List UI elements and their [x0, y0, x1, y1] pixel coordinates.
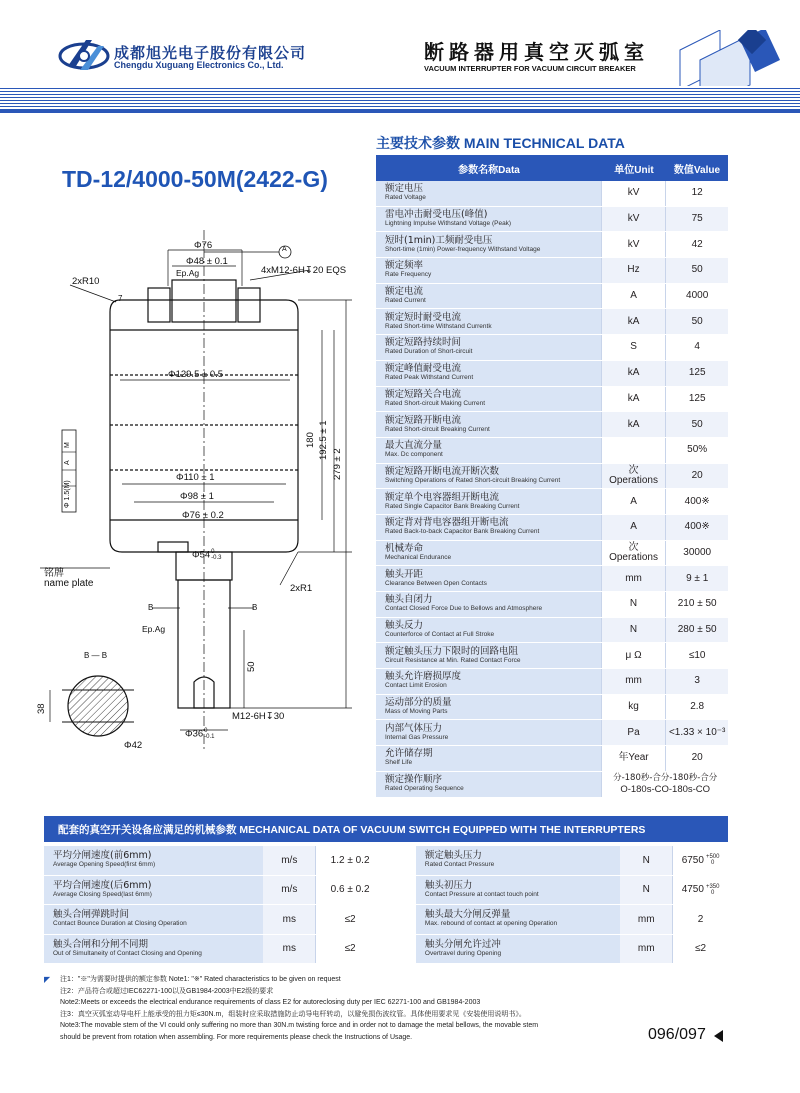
- param-en: Rated Voltage: [385, 194, 426, 202]
- dim-d110: Φ110 ± 1: [176, 472, 215, 483]
- param-cn: 额定触头压力: [424, 850, 482, 862]
- param-cn: 额定频率: [385, 260, 424, 272]
- unit: mm: [620, 905, 672, 934]
- value: 4: [665, 335, 728, 360]
- value: 50%: [665, 438, 728, 463]
- unit: A: [601, 489, 666, 514]
- param-cn: 额定操作顺序: [385, 774, 443, 786]
- mech-table: [44, 846, 728, 964]
- dim-seven: 7: [118, 294, 123, 303]
- header-rule: [0, 110, 800, 113]
- dim-d54: Φ540 -0.3: [192, 549, 222, 561]
- param-cn: 额定短路开断电流开断次数: [385, 465, 500, 477]
- param-en: Rated Contact Pressure: [424, 861, 495, 869]
- dim-d76b: Φ76 ± 0.2: [182, 510, 224, 521]
- param-en: Max. Dc component: [385, 451, 443, 459]
- unit: mm: [601, 669, 666, 694]
- param-en: Average Closing Speed(last 6mm): [53, 890, 152, 898]
- param-en: Internal Gas Pressure: [385, 733, 449, 741]
- table-row: [376, 258, 728, 284]
- value: ≤10: [665, 643, 728, 668]
- param-cn: 允许储存期: [385, 748, 433, 760]
- unit: kA: [601, 309, 666, 334]
- param-en: Average Opening Speed(first 6mm): [53, 861, 156, 869]
- datum-a: A: [282, 246, 287, 253]
- param-en: Circuit Resistance at Min. Rated Contact Force: [385, 656, 521, 664]
- param-cn: 额定短路持续时间: [385, 337, 462, 349]
- note-line: 注1："※"为需要时提供的额定参数 Note1: "※" Rated characteristics to be given on request: [60, 976, 341, 983]
- unit: kA: [601, 412, 666, 437]
- unit: [601, 438, 666, 463]
- header-parameter: 参数名称Data: [458, 164, 520, 176]
- value: 12: [665, 181, 728, 206]
- param-cn: 额定短路关合电流: [385, 388, 462, 400]
- product-title-en: VACUUM INTERRUPTER FOR VACUUM CIRCUIT BREAKER: [424, 64, 636, 73]
- table-row: [376, 412, 728, 438]
- table-row: [376, 669, 728, 695]
- unit: mm: [620, 935, 672, 964]
- param-en: Max. rebound of contact at opening Operation: [424, 920, 558, 928]
- param-en: Contact Bounce Duration at Closing Operation: [53, 920, 187, 928]
- unit: μ Ω: [601, 643, 666, 668]
- tolerance-datum-a: A: [64, 460, 71, 465]
- tolerance: +500 0: [705, 854, 720, 867]
- dim-2xr1: 2xR1: [290, 583, 313, 594]
- model-number: TD-12/4000-50M(2422-G): [62, 166, 328, 192]
- unit: kg: [601, 695, 666, 720]
- value: 125: [665, 361, 728, 386]
- dim-h192: 192.5 ± 1: [318, 420, 329, 460]
- label-b-right: B: [252, 603, 258, 612]
- unit: kA: [601, 387, 666, 412]
- table-row: [376, 541, 728, 567]
- unit: 次 Operations: [601, 541, 666, 566]
- label-epag-bottom: Ep.Ag: [142, 624, 166, 634]
- value: 20: [665, 464, 728, 489]
- value: 50: [665, 412, 728, 437]
- dim-d48: Φ48 ± 0.1: [186, 256, 228, 267]
- param-en: Out of Simultaneity of Contact Closing and Opening: [53, 949, 202, 957]
- note-line: should be prevent from rotation when assembling. For more requirements please check the Instructions of Usage.: [60, 1033, 413, 1041]
- page-number: 096/097: [648, 1026, 706, 1043]
- param-en: Rated Operating Sequence: [385, 785, 464, 793]
- dim-d76: Φ76: [194, 240, 213, 251]
- value: 分-180秒-合分-180秒-合分 O-180s-CO-180s-CO: [601, 772, 728, 797]
- note-line: 注2：产品符合或超过IEC62271-100以及GB1984-2003中E2级的要求: [60, 987, 274, 995]
- table-row: [376, 464, 728, 490]
- param-cn: 触头自闭力: [385, 594, 433, 606]
- param-cn: 内部气体压力: [385, 722, 443, 734]
- unit: kA: [601, 361, 666, 386]
- mech-row: [44, 876, 728, 905]
- table-row: [376, 618, 728, 644]
- table-row: [376, 746, 728, 772]
- unit: Hz: [601, 258, 666, 283]
- param-cn: 触头合闸和分闸不同期: [53, 938, 149, 950]
- param-en: Counterforce of Contact at Full Stroke: [385, 631, 495, 639]
- header-band: [0, 86, 800, 110]
- param-en: Contact Closed Force Due to Bellows and Atmosphere: [385, 605, 543, 613]
- value: 125: [665, 387, 728, 412]
- unit: S: [601, 335, 666, 360]
- param-en: Lightning Impulse Withstand Voltage (Peak): [385, 220, 512, 228]
- param-cn: 触头反力: [385, 620, 424, 632]
- param-cn: 触头开距: [385, 568, 424, 580]
- unit: kV: [601, 181, 666, 206]
- tolerance-modifier: M: [64, 442, 71, 448]
- notes: [60, 974, 620, 1043]
- table-row: [376, 181, 728, 207]
- param-cn: 短时(1min)工频耐受电压: [385, 234, 493, 246]
- param-en: Overtravel during Opening: [424, 949, 502, 957]
- value: 30000: [665, 541, 728, 566]
- param-cn: 运动部分的质量: [385, 697, 452, 709]
- value: 50: [665, 309, 728, 334]
- note-line: Note2:Meets or exceeds the electrical endurance requirements of class E2 for autoreclosing duty per IEC 62271-100 and GB1984-2003: [60, 999, 481, 1006]
- table-row: [376, 284, 728, 310]
- value: 50: [665, 258, 728, 283]
- table-row: [376, 361, 728, 387]
- table-row: [376, 772, 728, 798]
- note-marker-icon: ◤: [44, 975, 51, 984]
- param-en: Mechanical Endurance: [385, 553, 452, 561]
- label-bb-section: B — B: [84, 651, 108, 660]
- param-cn: 额定短时耐受电流: [385, 311, 462, 323]
- unit: ms: [263, 905, 315, 934]
- param-en: Rated Short-circuit Breaking Current: [385, 425, 490, 433]
- mech-row: [44, 935, 728, 964]
- param-en: Mass of Moving Parts: [385, 708, 448, 716]
- param-cn: 触头分闸允许过冲: [424, 938, 501, 950]
- param-en: Rated Back-to-back Capacitor Bank Breaking Current: [385, 528, 540, 536]
- company-logo: [58, 36, 110, 76]
- value: 4000: [665, 284, 728, 309]
- param-en: Rated Short-time Withstand Currentk: [385, 322, 492, 330]
- note-line: 注3：真空灭弧室动导电杆上能承受的扭力矩≤30N.m，组装时应采取措施防止动导电杆转动，以避免损伤波纹管。具体使用要求见《安装使用说明书》。: [60, 1010, 526, 1018]
- param-cn: 额定电压: [385, 183, 424, 195]
- param-cn: 额定单个电容器组开断电流: [385, 491, 500, 503]
- unit: N: [620, 846, 672, 875]
- unit: m/s: [263, 846, 315, 875]
- param-cn: 额定短路开断电流: [385, 414, 462, 426]
- table-row: [376, 335, 728, 361]
- param-en: Switching Operations of Rated Short-circuit Breaking Current: [385, 476, 561, 484]
- param-en: Rated Current: [385, 297, 426, 305]
- param-en: Short-time (1min) Power-frequency Withstand Voltage: [385, 245, 541, 253]
- value: 400※: [665, 489, 728, 514]
- dim-thread-bottom: M12-6H↧30: [232, 711, 285, 722]
- dim-d129: Φ129.5 ± 0.5: [168, 369, 224, 380]
- table-row: [376, 489, 728, 515]
- param-cn: 触头合闸弹跳时间: [53, 909, 130, 921]
- main-table-title: 主要技术参数 MAIN TECHNICAL DATA: [376, 135, 625, 151]
- page-arrow-icon: [714, 1030, 723, 1042]
- dim-h50: 50: [246, 661, 257, 672]
- dim-d98: Φ98 ± 1: [180, 491, 214, 502]
- param-cn: 雷电冲击耐受电压(峰值): [385, 209, 488, 221]
- unit: mm: [601, 566, 666, 591]
- param-en: Rated Short-circuit Making Current: [385, 399, 486, 407]
- unit: 次 Operations: [601, 464, 666, 489]
- unit: 年Year: [601, 746, 666, 771]
- value: ≤2: [315, 905, 384, 934]
- unit: N: [601, 618, 666, 643]
- value: 400※: [665, 515, 728, 540]
- main-technical-table: [376, 155, 728, 798]
- unit: Pa: [601, 720, 666, 745]
- value: 1.2 ± 0.2: [315, 846, 384, 875]
- param-cn: 平均合闸速度(后6mm): [53, 879, 152, 891]
- table-header: [376, 155, 728, 181]
- table-row: [376, 515, 728, 541]
- dim-h38: 38: [36, 703, 47, 714]
- param-cn: 平均分闸速度(前6mm): [53, 850, 152, 862]
- dim-2xr10: 2xR10: [72, 276, 100, 287]
- table-row: [376, 566, 728, 592]
- param-cn: 触头初压力: [424, 879, 473, 891]
- table-row: [376, 207, 728, 233]
- value: 75: [665, 207, 728, 232]
- table-row: [376, 309, 728, 335]
- company-name-cn: 成都旭光电子股份有限公司: [114, 44, 307, 62]
- mech-row: [44, 846, 728, 875]
- param-cn: 触头允许磨损厚度: [385, 671, 462, 683]
- table-row: [376, 232, 728, 258]
- product-title-cn: 断路器用真空灭弧室: [424, 40, 649, 64]
- value: 2.8: [665, 695, 728, 720]
- value: 0.6 ± 0.2: [315, 876, 384, 905]
- value: 9 ± 1: [665, 566, 728, 591]
- unit: A: [601, 515, 666, 540]
- table-row: [376, 387, 728, 413]
- dim-thread-top: 4xM12-6H↧20 EQS: [261, 265, 347, 276]
- param-en: Shelf Life: [385, 759, 413, 767]
- nameplate-label-cn: 铭牌: [44, 568, 64, 579]
- value: ≤2: [315, 935, 384, 964]
- value: 20: [665, 746, 728, 771]
- unit: A: [601, 284, 666, 309]
- header-value: 数值Value: [673, 164, 721, 176]
- value: 4750 +350 0: [672, 876, 728, 905]
- table-row: [376, 695, 728, 721]
- unit: kV: [601, 207, 666, 232]
- dim-d36: Φ360 -0.1: [185, 728, 215, 740]
- param-cn: 额定触头压力下限时的回路电阻: [385, 645, 519, 657]
- param-en: Rated Single Capacitor Bank Breaking Current: [385, 502, 520, 510]
- value: 2: [672, 905, 728, 934]
- company-name-en: Chengdu Xuguang Electronics Co., Ltd.: [114, 60, 284, 70]
- table-row: [376, 438, 728, 464]
- param-cn: 触头最大分闸反弹量: [424, 909, 511, 921]
- value: 6750 +500 0: [672, 846, 728, 875]
- value: 3: [665, 669, 728, 694]
- dim-h279: 279 ± 2: [332, 448, 343, 480]
- value: ≤2: [672, 935, 728, 964]
- tolerance-value: Φ 1.5(M): [64, 480, 71, 508]
- nameplate-label-en: name plate: [44, 578, 94, 589]
- unit: ms: [263, 935, 315, 964]
- param-cn: 额定峰值耐受电流: [385, 363, 462, 375]
- table-row: [376, 643, 728, 669]
- tolerance: +350 0: [705, 883, 720, 896]
- param-cn: 最大直流分量: [385, 440, 443, 452]
- note-line: Note3:The movable stem of the VI could only suffering no more than 30N.m twisting force and in order not to damage the metal bellows, the movable stem: [60, 1022, 539, 1029]
- param-en: Rated Duration of Short-circuit: [385, 348, 473, 356]
- value: 42: [665, 232, 728, 257]
- value: 280 ± 50: [665, 618, 728, 643]
- param-en: Rated Peak Withstand Current: [385, 374, 474, 382]
- table-row: [376, 720, 728, 746]
- param-en: Contact Pressure at contact touch point: [424, 890, 539, 898]
- param-cn: 额定背对背电容器组开断电流: [385, 517, 509, 529]
- label-epag-top: Ep.Ag: [176, 268, 200, 278]
- mech-table-title: 配套的真空开关设备应满足的机械参数 MECHANICAL DATA OF VACUUM SWITCH EQUIPPED WITH THE INTERRUPTERS: [44, 816, 728, 842]
- value: <1.33 × 10⁻³: [665, 720, 728, 745]
- dim-d42: Φ42: [124, 740, 143, 751]
- unit: N: [601, 592, 666, 617]
- param-cn: 额定电流: [385, 286, 424, 298]
- param-en: Contact Limit Erosion: [385, 682, 447, 690]
- unit: N: [620, 876, 672, 905]
- value: 210 ± 50: [665, 592, 728, 617]
- dim-h180: 180: [305, 432, 316, 448]
- param-en: Clearance Between Open Contacts: [385, 579, 487, 587]
- unit: kV: [601, 232, 666, 257]
- table-row: [376, 592, 728, 618]
- unit: m/s: [263, 876, 315, 905]
- mech-row: [44, 905, 728, 934]
- header-unit: 单位Unit: [614, 164, 654, 176]
- label-b-left: B: [148, 603, 154, 612]
- param-cn: 机械寿命: [385, 542, 424, 554]
- param-en: Rate Frequency: [385, 271, 432, 279]
